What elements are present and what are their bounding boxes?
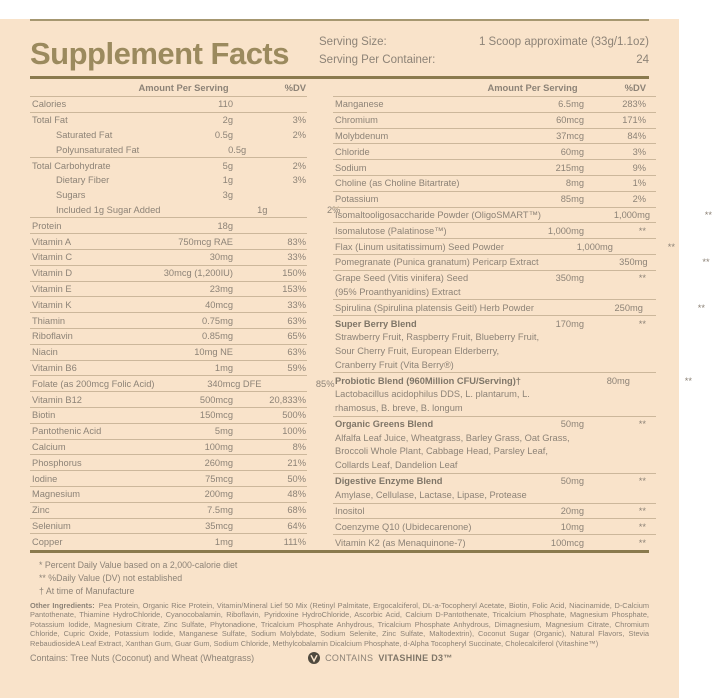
nutrient-subline: Amylase, Cellulase, Lactase, Lipase, Protease <box>335 489 527 500</box>
amount-header: Amount Per Serving <box>487 82 578 93</box>
nutrient-name: Phosphorus <box>32 457 82 468</box>
table-row <box>30 360 307 376</box>
nutrient-amount: 3g <box>222 190 233 201</box>
nutrient-amount: 150mcg <box>199 410 233 421</box>
nutrient-amount: 100mg <box>204 441 233 452</box>
nutrient-name: Total Carbohydrate <box>32 160 111 171</box>
nutrient-dv: 2% <box>632 194 646 205</box>
nutrient-dv: 59% <box>287 362 306 373</box>
nutrient-amount: 80mg <box>606 375 630 386</box>
table-row <box>30 423 307 439</box>
nutrient-amount: 30mg <box>209 252 233 263</box>
nutrient-name: Biotin <box>32 410 56 421</box>
table-row <box>333 518 656 534</box>
nutrient-name: Riboflavin <box>32 331 73 342</box>
nutrient-amount: 0.5g <box>214 129 233 140</box>
nutrient-dv: 3% <box>292 175 306 186</box>
nutrient-subline: Alfalfa Leaf Juice, Wheatgrass, Barley Grass, Oat Grass, <box>335 432 570 443</box>
nutrient-dv: ** <box>638 273 646 284</box>
table-row <box>333 128 656 144</box>
nutrient-dv: 63% <box>287 315 306 326</box>
table-row <box>30 439 307 455</box>
table-row <box>30 128 307 143</box>
table-row <box>30 265 307 281</box>
vitashine-logo-icon <box>308 652 320 664</box>
nutrient-dv: 68% <box>287 505 306 516</box>
nutrient-amount: 20mg <box>560 505 584 516</box>
nutrient-dv: 63% <box>287 347 306 358</box>
nutrient-name: Folate (as 200mcg Folic Acid) <box>32 378 155 389</box>
table-row <box>333 270 656 300</box>
badge-prefix: CONTAINS <box>325 652 374 663</box>
nutrient-amount: 200mg <box>204 489 233 500</box>
nutrient-name: Spirulina (Spirulina platensis Geitl) Herb Powder <box>335 302 534 313</box>
column-header <box>30 79 307 96</box>
nutrient-name: Polyunsaturated Fat <box>56 144 140 155</box>
nutrient-name: Pomegranate (Punica granatum) Pericarp Extract <box>335 257 539 268</box>
left-nutrient-table <box>30 96 341 549</box>
nutrient-dv: 3% <box>632 146 646 157</box>
nutrient-amount: 750mcg RAE <box>178 236 233 247</box>
nutrient-amount: 7.5mg <box>207 505 233 516</box>
nutrient-name: Vitamin B12 <box>32 394 82 405</box>
nutrient-dv: ** <box>638 505 646 516</box>
table-row <box>30 486 307 502</box>
nutrient-name: Molybdenum <box>335 130 389 141</box>
nutrient-amount: 23mg <box>209 283 233 294</box>
nutrient-amount: 0.85mg <box>201 331 233 342</box>
nutrient-dv: ** <box>702 257 710 268</box>
nutrient-name: Dietary Fiber <box>56 175 110 186</box>
column-header <box>333 79 656 96</box>
footnote-dv-basis: * Percent Daily Value based on a 2,000-calorie diet <box>39 559 238 570</box>
table-row <box>333 503 656 519</box>
nutrient-name: Isomalutose (Palatinose™) <box>335 225 447 236</box>
nutrient-amount: 5mg <box>214 426 233 437</box>
table-row <box>333 96 656 112</box>
nutrient-dv: 111% <box>283 536 306 547</box>
badge-brand: VITASHINE D3™ <box>378 652 453 663</box>
nutrient-name: Flax (Linum usitatissimum) Seed Powder <box>335 241 504 252</box>
nutrient-name: Potassium <box>335 194 379 205</box>
nutrient-name: Vitamin K2 (as Menaquinone-7) <box>335 537 466 548</box>
nutrient-subline: Cranberry Fruit (Vita Berry®) <box>335 359 454 370</box>
footnotes <box>23 553 656 598</box>
nutrient-amount: 260mg <box>204 457 233 468</box>
table-row <box>333 143 656 159</box>
serving-size-label: Serving Size: <box>319 36 387 48</box>
nutrient-subline: rhamosus, B. breve, B. longum <box>335 402 463 413</box>
page-title: Supplement Facts <box>30 36 289 71</box>
nutrient-name: Selenium <box>32 520 71 531</box>
nutrient-dv: 2% <box>292 160 306 171</box>
nutrient-amount: 10mg NE <box>194 347 233 358</box>
nutrient-amount: 1g <box>257 204 268 215</box>
table-row <box>30 312 307 328</box>
table-row <box>333 238 675 254</box>
servings-per-container-row <box>319 51 649 69</box>
allergen-statement: Contains: Tree Nuts (Coconut) and Wheat (Wheatgrass) <box>30 652 255 663</box>
table-row <box>30 328 307 344</box>
table-row <box>333 112 656 128</box>
table-row <box>30 407 307 423</box>
nutrient-name: Vitamin C <box>32 252 73 263</box>
nutrient-amount: 85mg <box>560 194 584 205</box>
nutrient-amount: 60mg <box>560 146 584 157</box>
amount-header: Amount Per Serving <box>138 82 229 93</box>
table-row <box>333 191 656 207</box>
nutrient-amount: 1,000mg <box>613 209 650 220</box>
nutrient-name: Vitamin B6 <box>32 362 77 373</box>
nutrient-amount: 250mg <box>614 302 643 313</box>
nutrient-name: Copper <box>32 536 63 547</box>
nutrient-amount: 2g <box>222 115 233 126</box>
nutrient-amount: 6.5mg <box>558 99 584 110</box>
nutrient-name: Saturated Fat <box>56 129 113 140</box>
nutrient-dv: ** <box>638 318 646 329</box>
nutrient-dv: ** <box>667 241 675 252</box>
footnote-dv-not-established: ** %Daily Value (DV) not established <box>39 572 183 583</box>
servings-per-container-label: Serving Per Container: <box>319 54 436 66</box>
nutrient-amount: 50mg <box>560 419 584 430</box>
nutrient-dv: 283% <box>622 99 646 110</box>
table-row <box>333 416 656 473</box>
nutrient-amount: 500mcg <box>199 394 233 405</box>
nutrient-amount: 1,000mg <box>547 225 584 236</box>
table-row <box>30 518 307 534</box>
nutrient-name: Isomaltooligosaccharide Powder (OligoSMART™) <box>335 209 541 220</box>
nutrient-amount: 18g <box>217 220 233 231</box>
table-row <box>333 207 712 223</box>
nutrient-amount: 350mg <box>619 257 648 268</box>
serving-size-value: 1 Scoop approximate (33g/1.1oz) <box>478 36 649 48</box>
nutrient-name: Vitamin A <box>32 236 72 247</box>
other-ingredients-text: Pea Protein, Organic Rice Protein, Vitamin/Mineral Lief 50 Mix (Retinyl Palmitate, Ergocalciferol, DL-a-Tocopheryl Acetate, Biotin, Folic Acid, Niacinamide, D-Calcium Pantothenate, Thiamine HydroChloride, Cyanocobalamin, Riboflavin, Pyridoxine HydroChloride, Ascorbic Acid, Calcium D-Pantothenate, Tricalcium Phosphate, Magnesium Phosphate, Potassium Iodide, Magnesium Citrate, Zinc Sulfate, Phytonadione, Tricalcium Phosphate Anhydrous, Tricalcium Phosphate Anhydrous, Dimagnesium, Magnesium Citrate, Chromium Chloride, Cupric Oxide, Potassium Iodide, Manganese Sulfate, Sodium Molybdate, Sodium Selenite, Zinc Sulfate, Maltodextrin), Coconut Sugar (Organic), Natural Flavors, Stevia RebaudiosideA Leaf Extract, Xanthan Gum, Guar Gum, Sodium Chloride, Methylcobalamin Dicalcium Phosphate, d-Alpha Tocopheryl Succinate, Cholecalciferol (Vitashine™) <box>30 600 650 648</box>
nutrient-amount: 30mcg (1,200IU) <box>163 268 233 279</box>
nutrient-dv: 2% <box>292 129 306 140</box>
nutrient-name: Magnesium <box>32 489 81 500</box>
nutrient-name: Sodium <box>335 162 367 173</box>
nutrient-dv: 500% <box>282 410 306 421</box>
other-ingredients-label: Other Ingredients: <box>30 600 95 610</box>
nutrient-dv: 8% <box>292 441 306 452</box>
nutrient-amount: 215mg <box>555 162 584 173</box>
dv-header: %DV <box>284 82 306 93</box>
nutrient-dv: 1% <box>632 178 646 189</box>
table-row <box>333 222 656 238</box>
table-row <box>30 217 307 233</box>
nutrient-amount: 50mg <box>560 476 584 487</box>
dv-header: %DV <box>624 82 646 93</box>
nutrient-name: Protein <box>32 220 62 231</box>
contains-row <box>23 648 656 664</box>
nutrient-amount: 1g <box>222 175 233 186</box>
nutrient-dv: ** <box>704 209 712 220</box>
nutrient-name: Iodine <box>32 473 58 484</box>
nutrient-amount: 0.5g <box>228 144 247 155</box>
nutrient-dv: 50% <box>287 473 306 484</box>
table-row <box>333 299 705 315</box>
serving-size-row <box>319 33 649 51</box>
nutrient-dv: 64% <box>287 520 306 531</box>
nutrient-amount: 75mcg <box>205 473 233 484</box>
nutrient-amount: 60mcg <box>556 115 584 126</box>
nutrient-amount: 35mcg <box>205 520 233 531</box>
nutrient-dv: ** <box>638 225 646 236</box>
table-row <box>30 173 307 188</box>
table-row <box>30 112 307 128</box>
nutrient-dv: 3% <box>292 115 306 126</box>
table-row <box>30 188 307 203</box>
nutrient-dv: ** <box>638 521 646 532</box>
nutrient-amount: 110 <box>218 99 233 110</box>
table-row <box>333 372 692 415</box>
nutrient-name: Included 1g Sugar Added <box>56 204 161 215</box>
nutrient-dv: 20,833% <box>269 394 306 405</box>
nutrient-amount: 37mcg <box>556 130 584 141</box>
nutrient-name: Pantothenic Acid <box>32 426 102 437</box>
nutrient-name: Probiotic Blend (960Million CFU/Serving)† <box>335 375 521 386</box>
nutrient-dv: 21% <box>287 457 306 468</box>
nutrient-dv: 100% <box>282 426 306 437</box>
nutrient-amount: 10mg <box>560 521 584 532</box>
table-row <box>333 175 656 191</box>
table-row <box>333 315 656 372</box>
footnote-manufacture-time: † At time of Manufacture <box>39 585 135 596</box>
nutrient-name: Calories <box>32 99 67 110</box>
nutrient-amount: 100mcg <box>550 537 584 548</box>
table-row <box>30 203 341 218</box>
nutrient-name: Organic Greens Blend <box>335 419 434 430</box>
nutrient-dv: ** <box>684 375 692 386</box>
nutrient-dv: ** <box>638 476 646 487</box>
table-row <box>333 473 656 503</box>
table-row <box>30 454 307 470</box>
nutrient-amount: 40mcg <box>205 299 233 310</box>
nutrient-dv: ** <box>697 302 705 313</box>
nutrient-dv: ** <box>638 419 646 430</box>
nutrient-dv: 84% <box>627 130 646 141</box>
nutrient-dv: 48% <box>287 489 306 500</box>
nutrient-name: Inositol <box>335 505 365 516</box>
nutrient-dv: 171% <box>622 115 646 126</box>
nutrient-name: Grape Seed (Vitis vinifera) Seed <box>335 273 469 284</box>
nutrient-dv: 150% <box>282 268 306 279</box>
table-row <box>30 344 307 360</box>
nutrient-name: Total Fat <box>32 115 68 126</box>
nutrient-name: Vitamin K <box>32 299 72 310</box>
serving-info <box>319 33 649 69</box>
nutrient-dv: 2% <box>326 204 341 215</box>
nutrient-name: Choline (as Choline Bitartrate) <box>335 178 460 189</box>
table-row <box>30 533 307 549</box>
table-row <box>30 233 307 249</box>
vitashine-badge <box>308 652 453 664</box>
right-nutrient-table <box>333 96 712 550</box>
nutrient-dv: ** <box>638 537 646 548</box>
nutrient-name: Sugars <box>56 190 86 201</box>
servings-per-container-value: 24 <box>636 54 649 66</box>
nutrient-subline: Sour Cherry Fruit, European Elderberry, <box>335 345 500 356</box>
nutrient-name: Niacin <box>32 347 58 358</box>
nutrient-subline: Strawberry Fruit, Raspberry Fruit, Blueberry Fruit, <box>335 331 540 342</box>
table-row <box>333 534 656 550</box>
nutrient-dv: 33% <box>287 299 306 310</box>
nutrient-dv: 85% <box>315 378 335 389</box>
nutrient-name: Chromium <box>335 115 378 126</box>
nutrient-dv: 153% <box>282 283 306 294</box>
table-row <box>30 375 335 391</box>
nutrient-amount: 1mg <box>214 362 233 373</box>
nutrient-amount: 1mg <box>214 536 233 547</box>
nutrient-amount: 1,000mg <box>576 241 613 252</box>
nutrient-subline: (95% Proanthyanidins) Extract <box>335 286 461 297</box>
table-row <box>333 254 710 270</box>
nutrient-dv: 83% <box>287 236 306 247</box>
nutrient-name: Zinc <box>32 505 50 516</box>
table-row <box>30 470 307 486</box>
nutrient-name: Calcium <box>32 441 66 452</box>
nutrient-amount: 340mcg DFE <box>207 378 262 389</box>
right-column <box>333 79 712 550</box>
nutrient-dv: 65% <box>287 331 306 342</box>
nutrient-dv: 9% <box>632 162 646 173</box>
nutrient-name: Vitamin D <box>32 268 73 279</box>
nutrient-name: Manganese <box>335 99 384 110</box>
nutrient-dv: 33% <box>287 252 306 263</box>
table-row <box>30 142 307 157</box>
supplement-facts-label <box>0 19 712 698</box>
nutrient-subline: Lactobacillus acidophilus DDS, L. plantarum, L. <box>335 389 530 400</box>
table-row <box>30 296 307 312</box>
table-row <box>30 281 307 297</box>
table-row <box>30 157 307 173</box>
table-row <box>30 502 307 518</box>
other-ingredients <box>23 598 656 648</box>
table-row <box>30 249 307 265</box>
nutrient-amount: 8mg <box>565 178 584 189</box>
facts-body <box>23 79 712 550</box>
nutrient-amount: 0.75mg <box>201 315 233 326</box>
nutrient-name: Digestive Enzyme Blend <box>335 476 443 487</box>
nutrient-subline: Broccoli Whole Plant, Cabbage Head, Parsley Leaf, <box>335 446 548 457</box>
nutrient-amount: 5g <box>222 160 233 171</box>
nutrient-amount: 350mg <box>555 273 584 284</box>
table-row <box>333 159 656 175</box>
nutrient-amount: 170mg <box>555 318 584 329</box>
nutrient-name: Vitamin E <box>32 283 72 294</box>
left-column <box>30 79 341 550</box>
label-header <box>23 21 656 73</box>
nutrient-name: Super Berry Blend <box>335 318 417 329</box>
nutrient-name: Coenzyme Q10 (Ubidecarenone) <box>335 521 472 532</box>
nutrient-name: Thiamin <box>32 315 66 326</box>
table-row <box>30 391 307 407</box>
nutrient-subline: Collards Leaf, Dandelion Leaf <box>335 460 458 471</box>
table-row <box>30 96 307 112</box>
nutrient-name: Chloride <box>335 146 370 157</box>
